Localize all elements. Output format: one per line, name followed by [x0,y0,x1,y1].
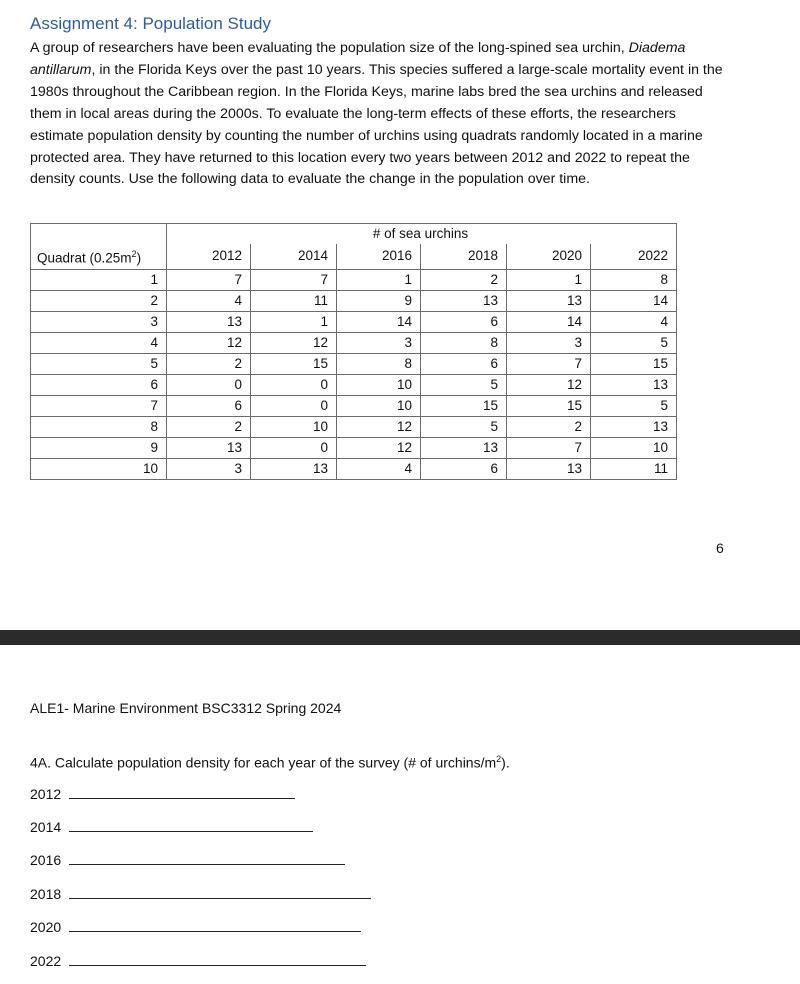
count-cell: 7 [251,269,337,290]
quadrat-cell: 5 [31,353,167,374]
count-cell: 8 [337,353,421,374]
count-cell: 12 [337,416,421,437]
year-header: 2022 [591,244,677,269]
answer-blank-line[interactable] [69,897,371,899]
year-header: 2018 [421,244,507,269]
quadrat-cell: 3 [31,311,167,332]
count-cell: 13 [591,374,677,395]
count-cell: 8 [421,332,507,353]
count-cell: 12 [167,332,251,353]
count-cell: 3 [337,332,421,353]
answer-year-label: 2016 [30,852,62,868]
count-cell: 13 [167,437,251,458]
count-cell: 13 [167,311,251,332]
year-header: 2016 [337,244,421,269]
count-cell: 2 [167,353,251,374]
count-cell: 13 [591,416,677,437]
table-row [31,374,677,395]
quadrat-cell: 4 [31,332,167,353]
count-cell: 13 [421,290,507,311]
answer-row [30,886,371,902]
count-cell: 15 [421,395,507,416]
quadrat-cell: 8 [31,416,167,437]
year-header: 2020 [507,244,591,269]
assignment-title: Assignment 4: Population Study [30,14,271,33]
count-cell: 4 [591,311,677,332]
count-cell: 0 [251,374,337,395]
quadrat-cell: 7 [31,395,167,416]
page-number: 6 [716,540,724,556]
answer-row [30,852,345,868]
table-row [31,311,677,332]
count-cell: 9 [337,290,421,311]
year-header: 2014 [251,244,337,269]
table-row [31,458,677,479]
count-cell: 10 [337,395,421,416]
count-cell: 6 [421,353,507,374]
count-cell: 10 [337,374,421,395]
page-divider [0,630,800,645]
answer-year-label: 2018 [30,886,62,902]
quadrat-cell: 10 [31,458,167,479]
count-cell: 13 [507,290,591,311]
table-row [31,269,677,290]
answer-row [30,786,295,802]
count-cell: 15 [507,395,591,416]
count-cell: 5 [421,416,507,437]
count-cell: 15 [591,353,677,374]
question-4a: 4A. Calculate population density for each year of the survey (# of urchins/$m^2$). [30,754,510,771]
quadrat-cell: 6 [31,374,167,395]
count-cell: 4 [337,458,421,479]
answer-blank-line[interactable] [69,964,366,966]
count-cell: 0 [251,437,337,458]
count-cell: 8 [591,269,677,290]
count-cell: 7 [167,269,251,290]
course-footer: ALE1- Marine Environment BSC3312 Spring 2024 [30,700,342,716]
count-cell: 7 [507,437,591,458]
count-cell: 1 [507,269,591,290]
answer-row [30,819,313,835]
table-row [31,416,677,437]
count-cell: 2 [507,416,591,437]
count-cell: 12 [337,437,421,458]
count-cell: 3 [167,458,251,479]
count-cell: 11 [591,458,677,479]
count-cell: 14 [507,311,591,332]
count-cell: 14 [337,311,421,332]
intro-paragraph [30,38,730,191]
count-cell: 4 [167,290,251,311]
count-cell: 11 [251,290,337,311]
urchin-count-table [30,223,677,480]
table-row [31,395,677,416]
answer-row [30,919,361,935]
count-cell: 6 [421,458,507,479]
count-cell: 10 [251,416,337,437]
answer-row [30,953,366,969]
count-cell: 13 [251,458,337,479]
intro-text-1: A group of researchers have been evaluating the population size of the long-spined sea urchin, [30,40,629,56]
table-row [31,437,677,458]
answer-year-label: 2022 [30,953,62,969]
answer-blank-line[interactable] [69,930,361,932]
count-cell: 1 [251,311,337,332]
count-cell: 5 [591,395,677,416]
quadrat-cell: 1 [31,269,167,290]
count-cell: 12 [507,374,591,395]
count-cell: 12 [251,332,337,353]
table-row [31,290,677,311]
quadrat-header: Quadrat $(0.25m^2)$ [31,244,167,269]
answer-blank-line[interactable] [69,830,313,832]
answer-blank-line[interactable] [69,863,345,865]
quadrat-cell: 2 [31,290,167,311]
count-cell: 10 [591,437,677,458]
corner-cell [31,224,167,245]
count-cell: 14 [591,290,677,311]
year-header: 2012 [167,244,251,269]
species-name: Diadema antillarum [30,40,686,78]
answer-year-label: 2012 [30,786,62,802]
intro-text-2: , in the Florida Keys over the past 10 years. This species suffered a large-scale mortality event in the 1980s throughout the Caribbean region. In the Florida Keys, marine labs bred the sea urchins and released them in local areas during the 2000s. To evaluate the long-term effects of these efforts, the researchers estimate population density by counting the number of urchins using quadrats randomly located in a marine protected area. They have returned to this location every two years between 2012 and 2022 to repeat the density counts. Use the following data to evaluate the change in the population over time. [30,61,723,188]
count-cell: 6 [167,395,251,416]
group-header: # of sea urchins [167,224,677,245]
count-cell: 5 [591,332,677,353]
table-row [31,353,677,374]
count-cell: 5 [421,374,507,395]
count-cell: 15 [251,353,337,374]
count-cell: 0 [167,374,251,395]
count-cell: 2 [167,416,251,437]
count-cell: 13 [421,437,507,458]
count-cell: 13 [507,458,591,479]
count-cell: 0 [251,395,337,416]
quadrat-cell: 9 [31,437,167,458]
count-cell: 3 [507,332,591,353]
answer-year-label: 2014 [30,819,62,835]
answer-year-label: 2020 [30,919,62,935]
count-cell: 6 [421,311,507,332]
table-row [31,332,677,353]
count-cell: 2 [421,269,507,290]
count-cell: 1 [337,269,421,290]
count-cell: 7 [507,353,591,374]
answer-blank-line[interactable] [69,797,295,799]
